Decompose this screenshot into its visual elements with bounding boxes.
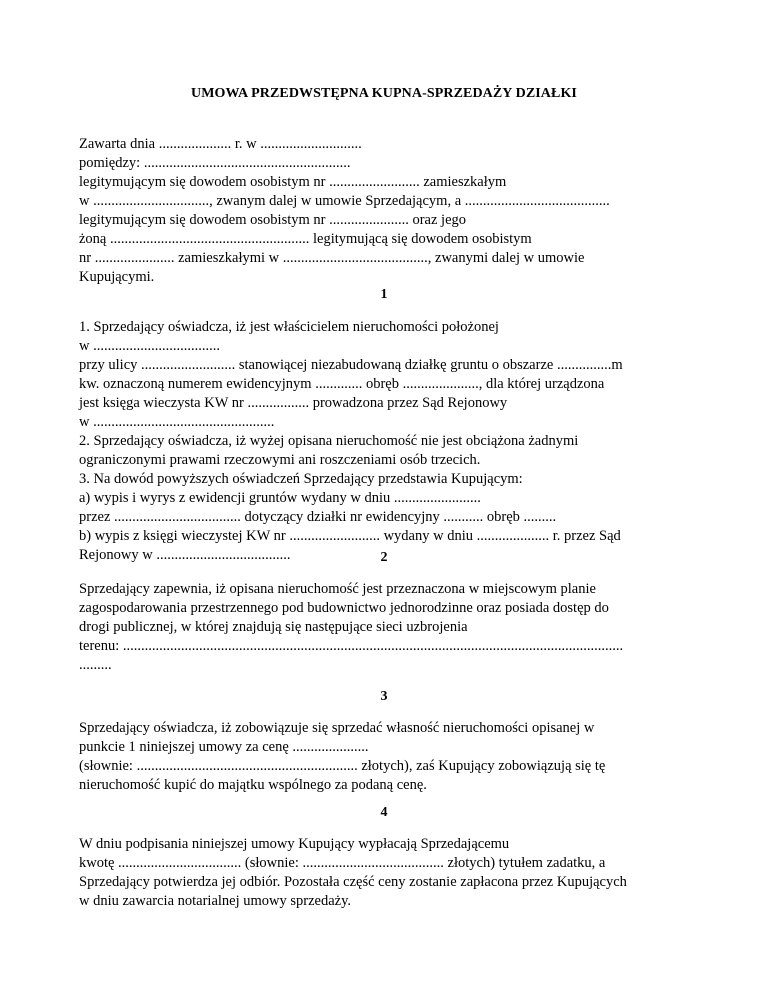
section-line: w ................................... [79, 338, 220, 354]
section-3-body [79, 719, 684, 795]
intro-line: w ................................, zwanym dalej w umowie Sprzedającym, a ........................................ [79, 193, 610, 209]
section-line: (słownie: ............................................................. złotych), zaś Kupujący zobowiązują się tę [79, 758, 606, 774]
section-number-2: 2 [380, 550, 388, 565]
section-line: Sprzedający potwierdza jej odbiór. Pozostała część ceny zostanie zapłacona przez Kupujących [79, 874, 627, 890]
section-line: 1. Sprzedający oświadcza, iż jest właścicielem nieruchomości położonej [79, 319, 499, 335]
section-line: kw. oznaczoną numerem ewidencyjnym ............. obręb ....................., dla której urządzona [79, 376, 605, 392]
intro-line: pomiędzy: ......................................................... [79, 155, 351, 171]
section-line: b) wypis z księgi wieczystej KW nr ......................... wydany w dniu .................... r. przez Sąd [79, 528, 621, 544]
section-2-body [79, 580, 684, 675]
intro-paragraph [79, 135, 684, 287]
section-line: punkcie 1 niniejszej umowy za cenę ..................... [79, 739, 369, 755]
section-line: Sprzedający oświadcza, iż zobowiązuje się sprzedać własność nieruchomości opisanej w [79, 720, 595, 736]
section-line: Sprzedający zapewnia, iż opisana nieruchomość jest przeznaczona w miejscowym planie [79, 581, 596, 597]
intro-line: Zawarta dnia .................... r. w ............................ [79, 136, 362, 152]
section-line: 3. Na dowód powyższych oświadczeń Sprzedający przedstawia Kupującym: [79, 471, 523, 487]
section-line: ograniczonymi prawami rzeczowymi ani roszczeniami osób trzecich. [79, 452, 481, 468]
section-line: ......... [79, 657, 112, 673]
section-line: przez ................................... dotyczący działki nr ewidencyjny ........... obręb ......... [79, 509, 557, 525]
section-line: W dniu podpisania niniejszej umowy Kupujący wypłacają Sprzedającemu [79, 836, 510, 852]
section-number-4: 4 [380, 805, 388, 820]
section-1-body [79, 318, 684, 565]
document-title: UMOWA PRZEDWSTĘPNA KUPNA-SPRZEDAŻY DZIAŁKI [190, 86, 577, 101]
section-line: w dniu zawarcia notarialnej umowy sprzedaży. [79, 893, 352, 909]
intro-line: legitymującym się dowodem osobistym nr ...................... oraz jego [79, 212, 467, 228]
intro-line: Kupującymi. [79, 269, 155, 285]
section-line: Rejonowy w ..................................... [79, 547, 291, 563]
intro-line: żoną ....................................................... legitymującą się dowodem osobistym [79, 231, 532, 247]
section-line: drogi publicznej, w której znajdują się następujące sieci uzbrojenia [79, 619, 468, 635]
intro-line: legitymującym się dowodem osobistym nr ......................... zamieszkałym [79, 174, 507, 190]
section-line: kwotę .................................. (słownie: ....................................... złotych) tytułem zadatku, a [79, 855, 606, 871]
section-line: przy ulicy .......................... stanowiącej niezabudowaną działkę gruntu o obszarze ...............m [79, 357, 623, 373]
intro-line: nr ...................... zamieszkałymi w ........................................, zwanymi dalej w umowie [79, 250, 585, 266]
section-number-3: 3 [380, 689, 388, 704]
section-4-body [79, 835, 684, 911]
section-line: w .................................................. [79, 414, 275, 430]
section-line: jest księga wieczysta KW nr ................. prowadzona przez Sąd Rejonowy [79, 395, 508, 411]
section-line: 2. Sprzedający oświadcza, iż wyżej opisana nieruchomość nie jest obciążona żadnymi [79, 433, 579, 449]
section-number-1: 1 [380, 287, 388, 302]
section-line: zagospodarowania przestrzennego pod budownictwo jednorodzinne oraz posiada dostęp do [79, 600, 609, 616]
section-line: terenu: .......................................................................................................................................... [79, 638, 624, 654]
section-line: a) wypis i wyrys z ewidencji gruntów wydany w dniu ........................ [79, 490, 481, 506]
section-line: nieruchomość kupić do majątku wspólnego za podaną cenę. [79, 777, 427, 793]
